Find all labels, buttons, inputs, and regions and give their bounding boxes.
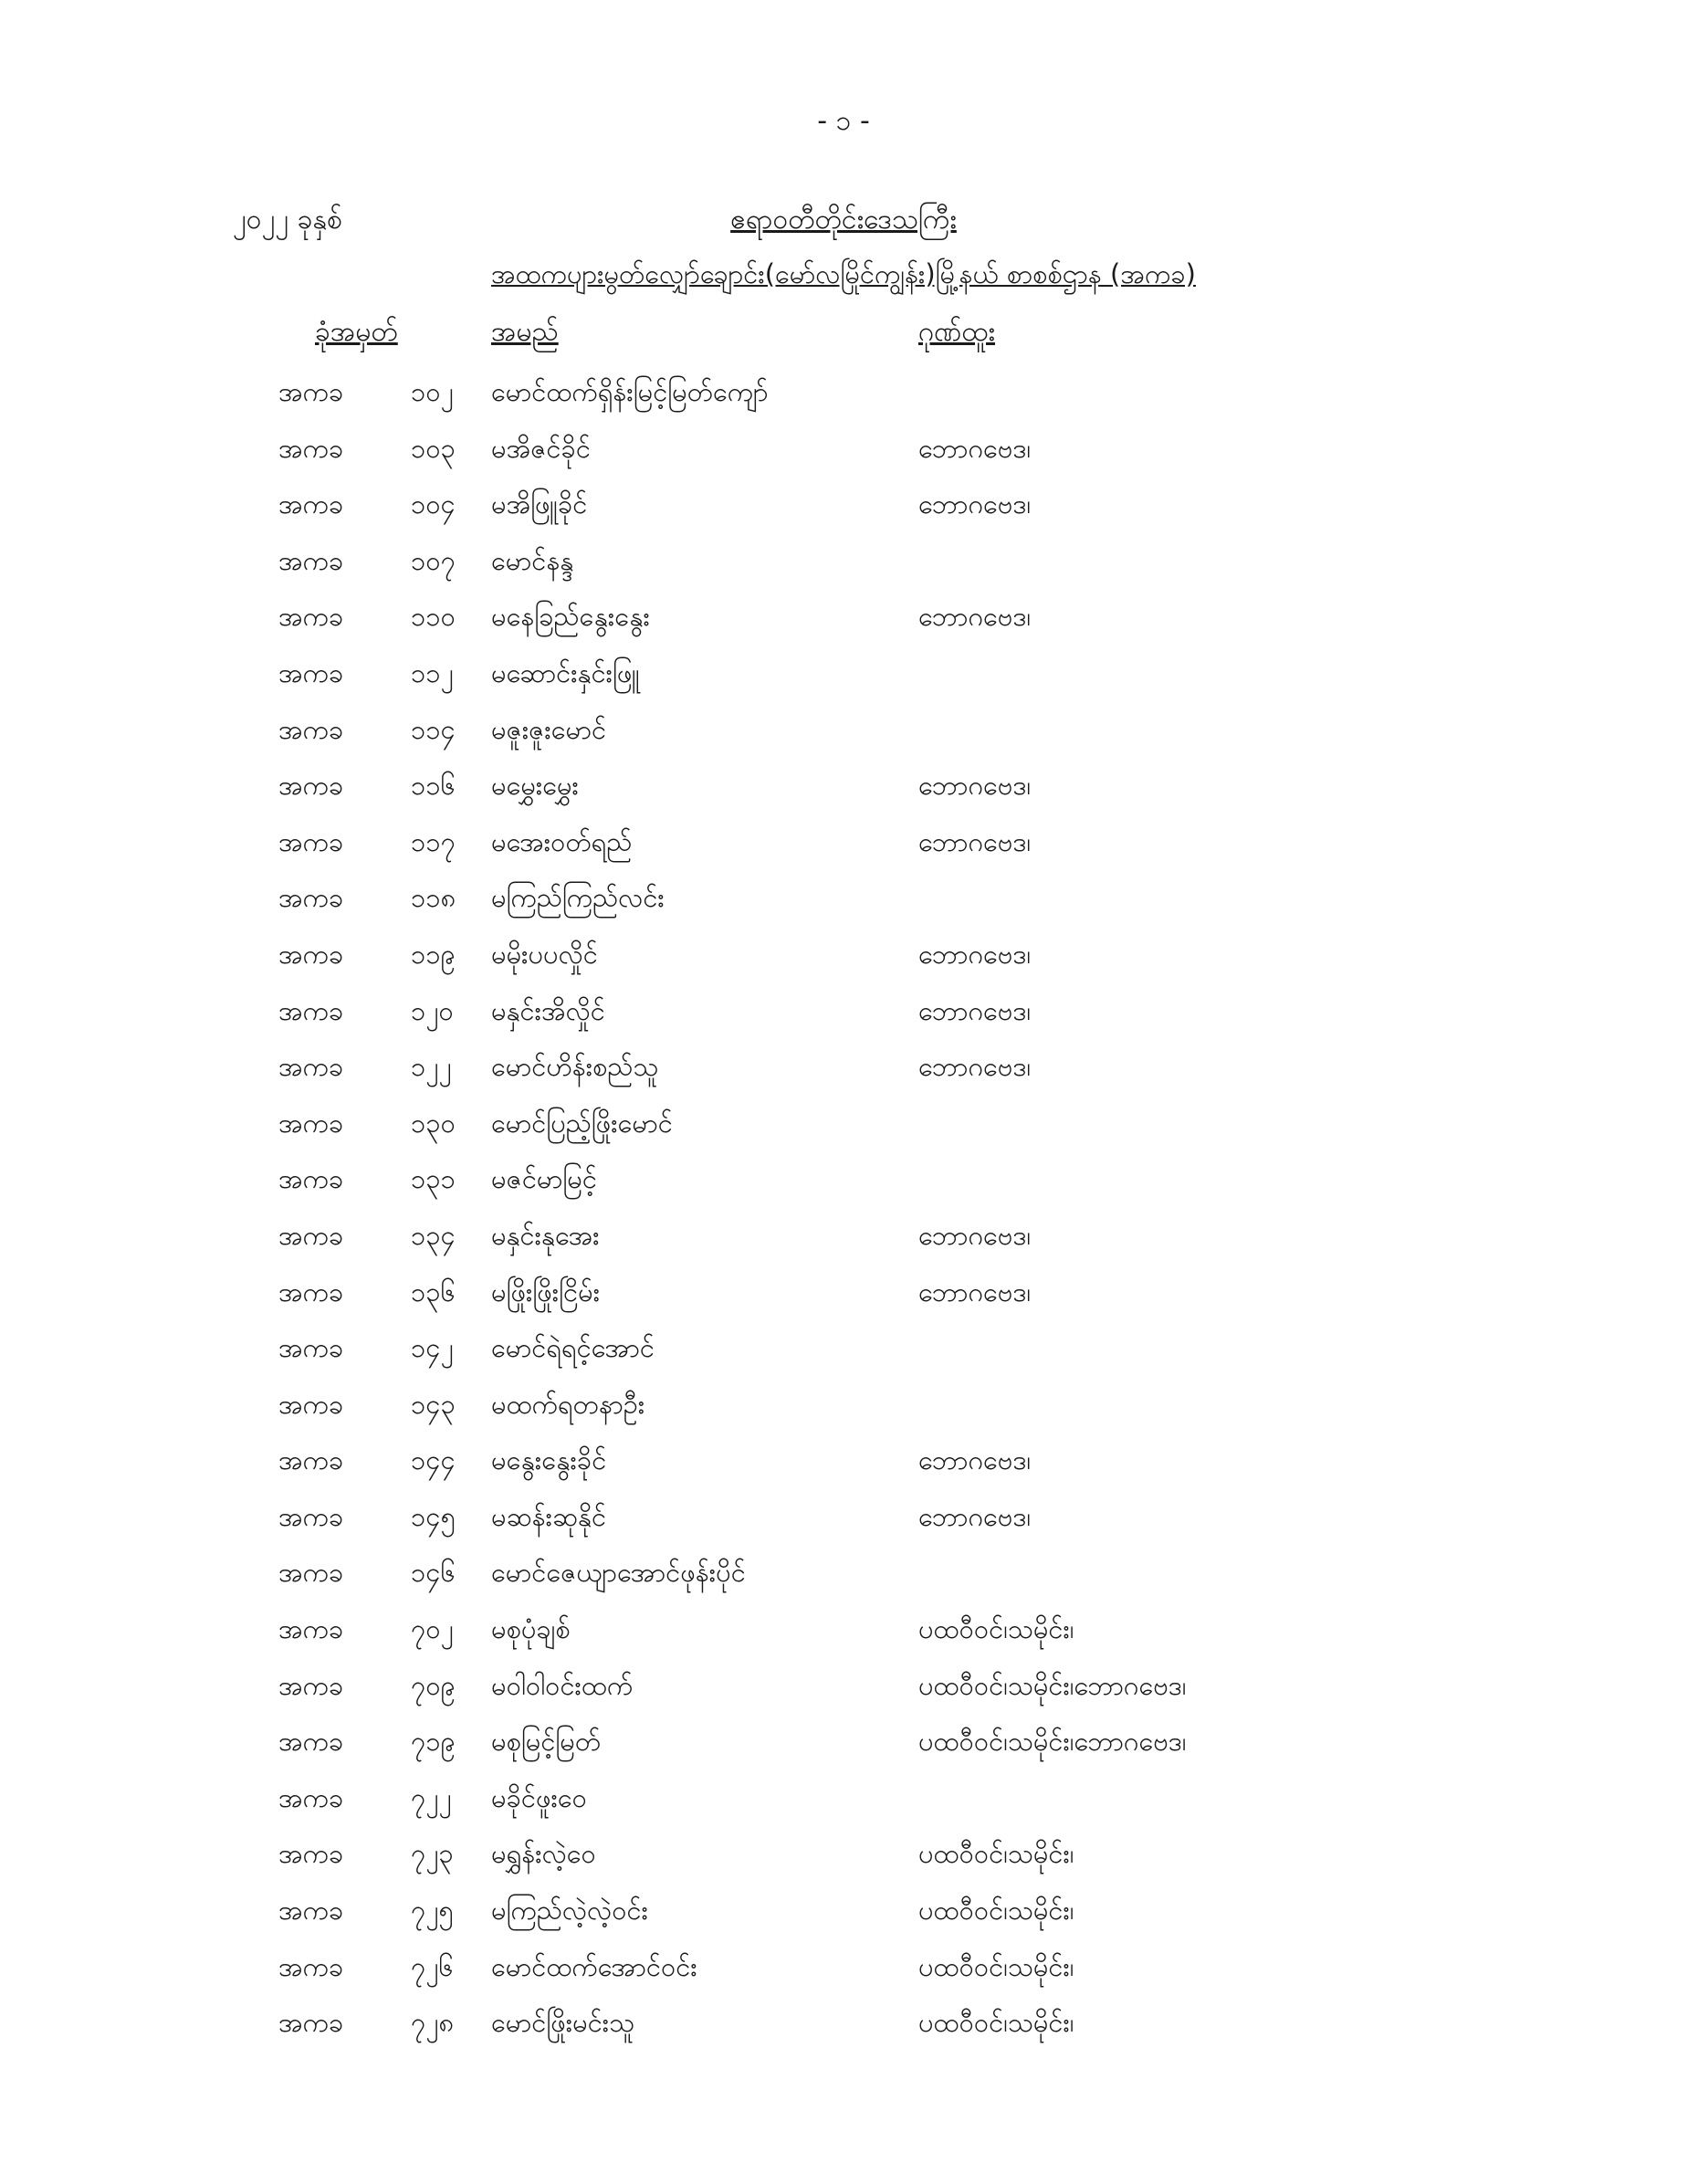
distinction: ဘောဂဗေဒ၊: [918, 1500, 1032, 1532]
list-item: [0, 1664, 1687, 1720]
student-name: မနွေးနွေးခိုင်: [491, 1444, 607, 1476]
student-name: မကြည်လဲ့လဲ့ဝင်း: [491, 1895, 648, 1927]
student-name: မမွှေးမွှေး: [491, 770, 579, 802]
page-number: - ၁ -: [817, 105, 870, 137]
centre-code: အကခ: [278, 1613, 344, 1645]
roll-number: ၁၀၂: [411, 376, 454, 407]
list-item: [0, 1382, 1687, 1439]
distinction: ဘောဂဗေဒ၊: [918, 432, 1032, 464]
student-name: မစုမြင့်မြတ်: [491, 1726, 602, 1758]
roll-number: ၁၁၈: [411, 882, 456, 914]
roll-number: ၁၄၆: [411, 1557, 456, 1589]
roll-number: ၁၁၀: [411, 601, 456, 633]
column-header-name: အမည်: [491, 316, 559, 348]
student-name: မဆန်းဆုနိုင်: [491, 1500, 607, 1532]
list-item: [0, 1888, 1687, 1945]
roll-number: ၁၄၅: [411, 1500, 456, 1532]
roll-number: ၁၂၂: [411, 1051, 452, 1083]
roll-number: ၁၀၇: [411, 544, 456, 576]
centre-code: အကခ: [278, 1276, 344, 1307]
student-name: မနှင်းနုအေး: [491, 1219, 600, 1251]
centre-code: အကခ: [278, 1950, 344, 1982]
centre-code: အကခ: [278, 656, 344, 688]
roll-number: ၁၃၁: [411, 1163, 456, 1195]
list-item: [0, 820, 1687, 877]
list-item: [0, 370, 1687, 426]
roll-number: ၁၄၄: [411, 1444, 456, 1476]
centre-code: အကခ: [278, 1444, 344, 1476]
centre-code: အကခ: [278, 544, 344, 576]
centre-code: အကခ: [278, 1219, 344, 1251]
roll-number: ၇၂၅: [411, 1895, 454, 1927]
distinction: ဘောဂဗေဒ၊: [918, 601, 1032, 633]
centre-code: အကခ: [278, 1163, 344, 1195]
student-name: မဇင်မာမြင့်: [491, 1163, 597, 1195]
list-item: [0, 426, 1687, 483]
student-name: မောင်ဇေယျာအောင်ဖုန်းပိုင်: [491, 1557, 746, 1589]
roll-number: ၁၁၄: [411, 713, 456, 745]
distinction: ပထဝီဝင်၊သမိုင်း၊ဘောဂဗေဒ၊: [918, 1669, 1187, 1701]
distinction: ဘောဂဗေဒ၊: [918, 770, 1032, 802]
roll-number: ၁၁၉: [411, 938, 456, 970]
centre-code: အကခ: [278, 1557, 344, 1589]
list-item: [0, 1607, 1687, 1664]
distinction: ပထဝီဝင်၊သမိုင်း၊: [918, 2007, 1074, 2039]
student-name: မကြည်ကြည်လင်း: [491, 882, 665, 914]
distinction: ဘောဂဗေဒ၊: [918, 1051, 1032, 1083]
region-title: ဧရာဝတီတိုင်းဒေသကြီး: [730, 204, 957, 236]
list-item: [0, 539, 1687, 595]
roll-number: ၇၂၈: [411, 2007, 455, 2039]
list-item: [0, 1213, 1687, 1270]
student-name: မနှင်းအိလှိုင်: [491, 994, 605, 1026]
centre-code: အကခ: [278, 1332, 344, 1364]
centre-code: အကခ: [278, 1726, 344, 1758]
student-name: မထက်ရတနာဦး: [491, 1388, 645, 1420]
results-list: [0, 370, 1687, 2057]
student-name: မောင်နန္ဒ: [491, 544, 574, 576]
roll-number: ၁၂၀: [411, 994, 454, 1026]
distinction: ပထဝီဝင်၊သမိုင်း၊: [918, 1613, 1074, 1645]
student-name: မခိုင်ဖူးဝေ: [491, 1781, 587, 1813]
roll-number: ၁၁၂: [411, 656, 454, 688]
roll-number: ၇၀၂: [411, 1613, 454, 1645]
distinction: ပထဝီဝင်၊သမိုင်း၊ဘောဂဗေဒ၊: [918, 1726, 1187, 1758]
list-item: [0, 1326, 1687, 1382]
student-name: မောင်ထက်ရှိန်းမြင့်မြတ်ကျော်: [491, 376, 769, 407]
student-name: မောင်ပြည့်ဖြိုးမောင်: [491, 1107, 673, 1139]
centre-code: အကခ: [278, 882, 344, 914]
distinction: ဘောဂဗေဒ၊: [918, 938, 1032, 970]
student-name: မောင်ထက်အောင်ဝင်း: [491, 1950, 697, 1982]
student-name: မဝါဝါဝင်းထက်: [491, 1669, 634, 1701]
centre-code: အကခ: [278, 1838, 344, 1870]
student-name: မောင်ဖြိုးမင်းသူ: [491, 2007, 635, 2039]
centre-code: အကခ: [278, 432, 344, 464]
distinction: ဘောဂဗေဒ၊: [918, 1219, 1032, 1251]
student-name: မစုပုံချစ်: [491, 1613, 571, 1645]
column-header-roll-number: ခုံအမှတ်: [315, 316, 398, 348]
roll-number: ၇၀၉: [411, 1669, 456, 1701]
distinction: ပထဝီဝင်၊သမိုင်း၊: [918, 1838, 1074, 1870]
list-item: [0, 482, 1687, 539]
roll-number: ၁၃၄: [411, 1219, 456, 1251]
roll-number: ၁၁၆: [411, 770, 456, 802]
column-header-distinction: ဂုဏ်ထူး: [918, 316, 995, 348]
centre-code: အကခ: [278, 1107, 344, 1139]
roll-number: ၁၃၀: [411, 1107, 456, 1139]
student-name: မောင်ဟိန်းစည်သူ: [491, 1051, 659, 1083]
list-item: [0, 876, 1687, 932]
distinction: ဘောဂဗေဒ၊: [918, 825, 1032, 857]
list-item: [0, 1719, 1687, 1776]
centre-code: အကခ: [278, 1895, 344, 1927]
list-item: [0, 1550, 1687, 1607]
distinction: ပထဝီဝင်၊သမိုင်း၊: [918, 1950, 1074, 1982]
student-name: မဖြိုးဖြိုးငြိမ်း: [491, 1276, 601, 1307]
centre-code: အကခ: [278, 1781, 344, 1813]
roll-number: ၁၄၃: [411, 1388, 456, 1420]
list-item: [0, 763, 1687, 820]
list-item: [0, 1945, 1687, 2001]
centre-code: အကခ: [278, 1051, 344, 1083]
distinction: ဘောဂဗေဒ၊: [918, 1276, 1032, 1307]
roll-number: ၁၀၃: [411, 432, 456, 464]
list-item: [0, 1438, 1687, 1495]
list-item: [0, 1495, 1687, 1551]
list-item: [0, 1157, 1687, 1213]
roll-number: ၁၁၇: [411, 825, 456, 857]
centre-code: အကခ: [278, 1669, 344, 1701]
list-item: [0, 1832, 1687, 1888]
list-item: [0, 594, 1687, 651]
centre-code: အကခ: [278, 601, 344, 633]
centre-code: အကခ: [278, 1500, 344, 1532]
student-name: မအိဇင်ခိုင်: [491, 432, 591, 464]
roll-number: ၇၂၆: [411, 1950, 454, 1982]
centre-code: အကခ: [278, 376, 344, 407]
centre-code: အကခ: [278, 770, 344, 802]
list-item: [0, 1101, 1687, 1158]
student-name: မဇူးဇူးမောင်: [491, 713, 607, 745]
list-item: [0, 1776, 1687, 1832]
student-name: မအေးဝတ်ရည်: [491, 825, 633, 857]
year-label: ၂၀၂၂ ခုနှစ်: [233, 204, 342, 236]
centre-code: အကခ: [278, 1388, 344, 1420]
roll-number: ၁၄၂: [411, 1332, 454, 1364]
student-name: မဆောင်းနှင်းဖြူ: [491, 656, 640, 688]
roll-number: ၇၂၃: [411, 1838, 454, 1870]
centre-code: အကခ: [278, 994, 344, 1026]
roll-number: ၁၃၆: [411, 1276, 456, 1307]
roll-number: ၇၂၂: [411, 1781, 452, 1813]
document-title: အထကပျားမွတ်လျှော်ချောင်း(မော်လမြိုင်ကျွန်း)မြို့နယ် စာစစ်ဌာန (အကခ): [491, 258, 1196, 289]
centre-code: အကခ: [278, 713, 344, 745]
list-item: [0, 1045, 1687, 1101]
roll-number: ၁၀၄: [411, 488, 456, 520]
list-item: [0, 651, 1687, 708]
distinction: ပထဝီဝင်၊သမိုင်း၊: [918, 1895, 1074, 1927]
centre-code: အကခ: [278, 938, 344, 970]
distinction: ဘောဂဗေဒ၊: [918, 1444, 1032, 1476]
student-name: မနေခြည်နွေးနွေး: [491, 601, 650, 633]
student-name: မမိုးပပလှိုင်: [491, 938, 598, 970]
student-name: မရွှန်းလဲ့ဝေ: [491, 1838, 596, 1870]
list-item: [0, 2000, 1687, 2057]
list-item: [0, 989, 1687, 1045]
list-item: [0, 932, 1687, 989]
centre-code: အကခ: [278, 2007, 344, 2039]
centre-code: အကခ: [278, 825, 344, 857]
centre-code: အကခ: [278, 488, 344, 520]
list-item: [0, 708, 1687, 764]
distinction: ဘောဂဗေဒ၊: [918, 488, 1032, 520]
student-name: မောင်ရဲရင့်အောင်: [491, 1332, 655, 1364]
distinction: ဘောဂဗေဒ၊: [918, 994, 1032, 1026]
roll-number: ၇၁၉: [411, 1726, 456, 1758]
student-name: မအိဖြူခိုင်: [491, 488, 588, 520]
list-item: [0, 1270, 1687, 1327]
